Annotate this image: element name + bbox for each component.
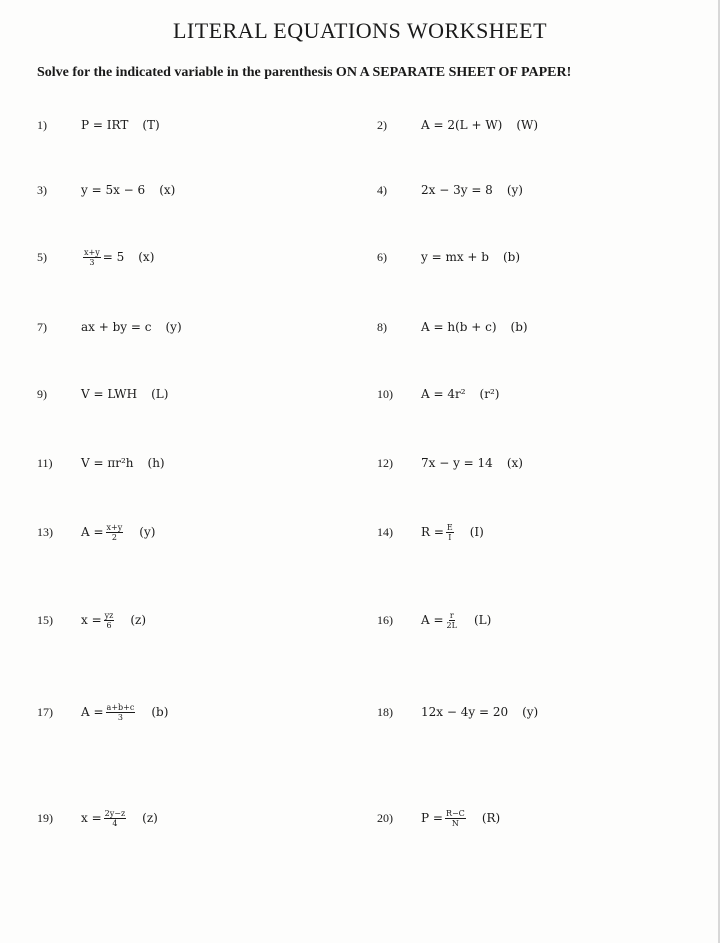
problem-number: 19)	[37, 810, 53, 825]
solve-variable: (L)	[151, 387, 169, 401]
denominator: I	[448, 532, 452, 542]
equation: $\frac{x+y}{3}$ = 5	[84, 247, 125, 267]
numerator: E	[446, 522, 453, 532]
equation: 7x − y = 14	[421, 456, 493, 470]
problem-number: 2)	[377, 117, 387, 132]
problem-number: 10)	[377, 386, 393, 401]
problem-number: 9)	[37, 386, 47, 401]
solve-variable: (y)	[506, 183, 523, 197]
solve-variable: (R)	[481, 811, 501, 825]
solve-variable: (x)	[506, 456, 523, 470]
problem-number: 17)	[37, 704, 53, 719]
problem-number: 5)	[37, 249, 47, 264]
problem-number: 20)	[377, 810, 393, 825]
fraction	[83, 248, 101, 267]
fraction	[104, 611, 115, 630]
solve-variable: (h)	[147, 456, 165, 470]
problem-number: 12)	[377, 455, 393, 470]
solve-variable: (b)	[151, 705, 169, 719]
problem-12	[377, 448, 523, 478]
solve-variable: (L)	[473, 613, 492, 627]
equation: 12x − 4y = 20	[421, 705, 509, 719]
denominator: N	[451, 818, 459, 828]
equation: V = LWH	[81, 387, 138, 401]
fraction	[104, 809, 127, 828]
equation: x = $\frac{yz}{6}$	[81, 610, 114, 630]
equation: A = $\frac{r}{2L}$	[421, 610, 457, 630]
problem-number: 15)	[37, 612, 53, 627]
problem-number: 6)	[377, 249, 387, 264]
problem-20	[377, 803, 500, 833]
solve-variable: (T)	[142, 118, 160, 132]
solve-variable: (x)	[138, 250, 155, 264]
problem-number: 18)	[377, 704, 393, 719]
equation: y = 5x − 6	[81, 183, 146, 197]
denominator: 3	[89, 257, 95, 267]
equation: x = $\frac{2y-z}{4}$	[81, 808, 126, 828]
problem-13	[37, 517, 155, 547]
problem-number: 3)	[37, 182, 47, 197]
problem-11	[37, 448, 165, 478]
problem-number: 14)	[377, 524, 393, 539]
equation: A = $\frac{x+y}{2}$	[81, 522, 123, 542]
problem-10	[377, 379, 499, 409]
solve-variable: (z)	[130, 613, 147, 627]
equation: A = 2(L + W)	[421, 118, 503, 132]
solve-variable: (r²)	[479, 387, 500, 401]
solve-variable: (W)	[516, 118, 539, 132]
page-title: LITERAL EQUATIONS WORKSHEET	[172, 18, 548, 43]
denominator: 2L	[446, 620, 457, 630]
problem-18	[377, 697, 538, 727]
problem-2	[377, 110, 538, 140]
fraction	[445, 809, 466, 828]
problem-3	[37, 175, 175, 205]
denominator: 3	[117, 712, 123, 722]
equation: A = h(b + c)	[421, 320, 497, 334]
numerator: a+b+c	[106, 702, 135, 712]
equation: y = mx + b	[421, 250, 489, 264]
numerator: x+y	[84, 247, 100, 257]
solve-variable: (b)	[510, 320, 528, 334]
equation: 2x − 3y = 8	[421, 183, 493, 197]
equation: ax + by = c	[81, 320, 152, 334]
solve-variable: (y)	[165, 320, 182, 334]
fraction	[446, 523, 454, 542]
solve-variable: (I)	[469, 525, 484, 539]
fraction	[446, 611, 458, 630]
problem-5	[37, 242, 154, 272]
denominator: 4	[112, 818, 118, 828]
problem-number: 13)	[37, 524, 53, 539]
problem-8	[377, 312, 528, 342]
problem-number: 11)	[37, 455, 53, 470]
problem-16	[377, 605, 491, 635]
equation: P = IRT	[81, 118, 129, 132]
problem-17	[37, 697, 168, 727]
problem-number: 16)	[377, 612, 393, 627]
problem-19	[37, 803, 158, 833]
equation: V = πr²h	[81, 456, 134, 470]
numerator: x+y	[106, 522, 123, 532]
problem-14	[377, 517, 484, 547]
solve-variable: (x)	[159, 183, 176, 197]
equation: P = $\frac{R-C}{N}$	[421, 808, 465, 828]
solve-variable: (y)	[522, 705, 539, 719]
problem-number: 1)	[37, 117, 47, 132]
numerator: 2y−z	[104, 808, 126, 818]
equation: R = $\frac{E}{I}$	[421, 522, 453, 542]
instructions: Solve for the indicated variable in the parenthesis ON A SEPARATE SHEET OF PAPER!	[37, 65, 572, 80]
solve-variable: (b)	[502, 250, 521, 264]
denominator: 6	[106, 620, 112, 630]
problem-6	[377, 242, 520, 272]
problem-4	[377, 175, 523, 205]
problem-7	[37, 312, 182, 342]
problem-number: 8)	[377, 319, 387, 334]
numerator: R−C	[445, 808, 465, 818]
equation: A = $\frac{a+b+c}{3}$	[81, 702, 135, 722]
equation: A = 4r²	[421, 387, 466, 401]
fraction	[106, 703, 136, 722]
solve-variable: (y)	[139, 525, 156, 539]
problem-15	[37, 605, 146, 635]
problem-9	[37, 379, 168, 409]
numerator: yz	[104, 610, 114, 620]
problem-number: 7)	[37, 319, 47, 334]
fraction	[106, 523, 124, 542]
solve-variable: (z)	[142, 811, 158, 825]
problem-number: 4)	[377, 182, 387, 197]
numerator: r	[449, 610, 454, 620]
denominator: 2	[111, 532, 117, 542]
problem-1	[37, 110, 160, 140]
